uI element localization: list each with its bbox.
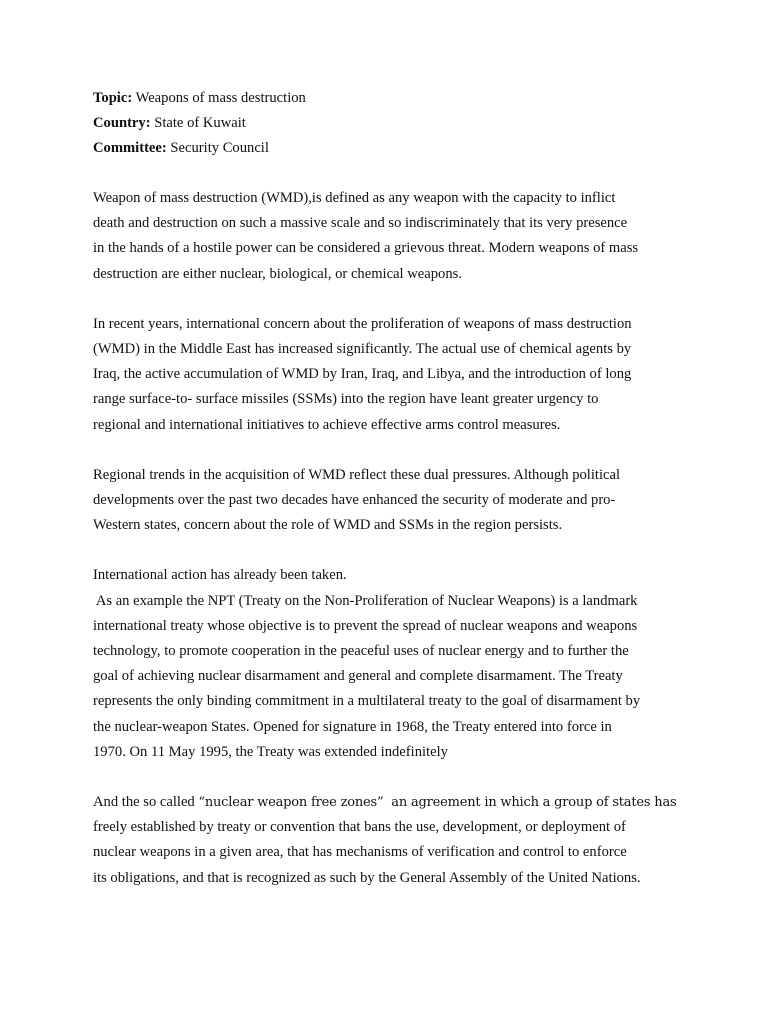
- paragraph-international-action: [93, 563, 693, 765]
- text-line: regional and international initiatives to achieve effective arms control measures.: [93, 416, 561, 433]
- text-line: its obligations, and that is recognized as such by the General Assembly of the United Nations.: [93, 869, 641, 886]
- country-line: [93, 111, 693, 136]
- paragraph-definition: [93, 186, 693, 287]
- text-fragment-quote: “nuclear weapon free zones” an agreement in which a group of states has: [198, 795, 677, 811]
- paragraph-regional-trends: [93, 463, 693, 539]
- text-line: In recent years, international concern about the proliferation of weapons of mass destruction: [93, 315, 632, 332]
- text-line: technology, to promote cooperation in the peaceful uses of nuclear energy and to further the: [93, 643, 629, 660]
- text-line: 1970. On 11 May 1995, the Treaty was extended indefinitely: [93, 743, 448, 760]
- committee-line: [93, 136, 693, 161]
- text-line: Western states, concern about the role of WMD and SSMs in the region persists.: [93, 517, 563, 534]
- text-line: developments over the past two decades have enhanced the security of moderate and pro-: [93, 492, 616, 509]
- text-line: range surface-to- surface missiles (SSMs) into the region have leant greater urgency to: [93, 391, 599, 408]
- text-line: death and destruction on such a massive scale and so indiscriminately that its very presence: [93, 215, 628, 232]
- paragraph-free-zones: [93, 790, 693, 891]
- text-line: Iraq, the active accumulation of WMD by Iran, Iraq, and Libya, and the introduction of long: [93, 366, 632, 383]
- text-line: nuclear weapons in a given area, that has mechanisms of verification and control to enforce: [93, 844, 627, 861]
- text-line: goal of achieving nuclear disarmament and general and complete disarmament. The Treaty: [93, 668, 623, 685]
- text-line: Regional trends in the acquisition of WMD reflect these dual pressures. Although political: [93, 466, 621, 483]
- text-line: destruction are either nuclear, biological, or chemical weapons.: [93, 265, 462, 282]
- document-page: [93, 86, 693, 891]
- text-line: [93, 790, 693, 815]
- text-line: freely established by treaty or convention that bans the use, development, or deployment of: [93, 819, 626, 836]
- topic-line: [93, 86, 693, 111]
- text-line: Weapon of mass destruction (WMD),is defined as any weapon with the capacity to inflict: [93, 190, 616, 206]
- text-line: in the hands of a hostile power can be considered a grievous threat. Modern weapons of mass: [93, 240, 639, 257]
- text-line: As an example the NPT (Treaty on the Non-Proliferation of Nuclear Weapons) is a landmark: [93, 592, 638, 609]
- text-line: the nuclear-weapon States. Opened for signature in 1968, the Treaty entered into force in: [93, 718, 612, 735]
- topic-value: Weapons of mass destruction: [135, 90, 306, 106]
- committee-label: Committee:: [93, 140, 167, 156]
- topic-label: Topic:: [93, 90, 133, 106]
- paragraph-middle-east: [93, 312, 693, 438]
- committee-value: Security Council: [170, 140, 269, 156]
- country-label: Country:: [93, 115, 151, 131]
- text-fragment: And the so called: [93, 794, 199, 811]
- country-value: State of Kuwait: [154, 115, 246, 131]
- text-line: (WMD) in the Middle East has increased significantly. The actual use of chemical agents by: [93, 341, 632, 358]
- text-line: International action has already been taken.: [93, 567, 347, 584]
- text-line: international treaty whose objective is to prevent the spread of nuclear weapons and weapons: [93, 617, 638, 634]
- text-line: represents the only binding commitment in a multilateral treaty to the goal of disarmament by: [93, 693, 641, 710]
